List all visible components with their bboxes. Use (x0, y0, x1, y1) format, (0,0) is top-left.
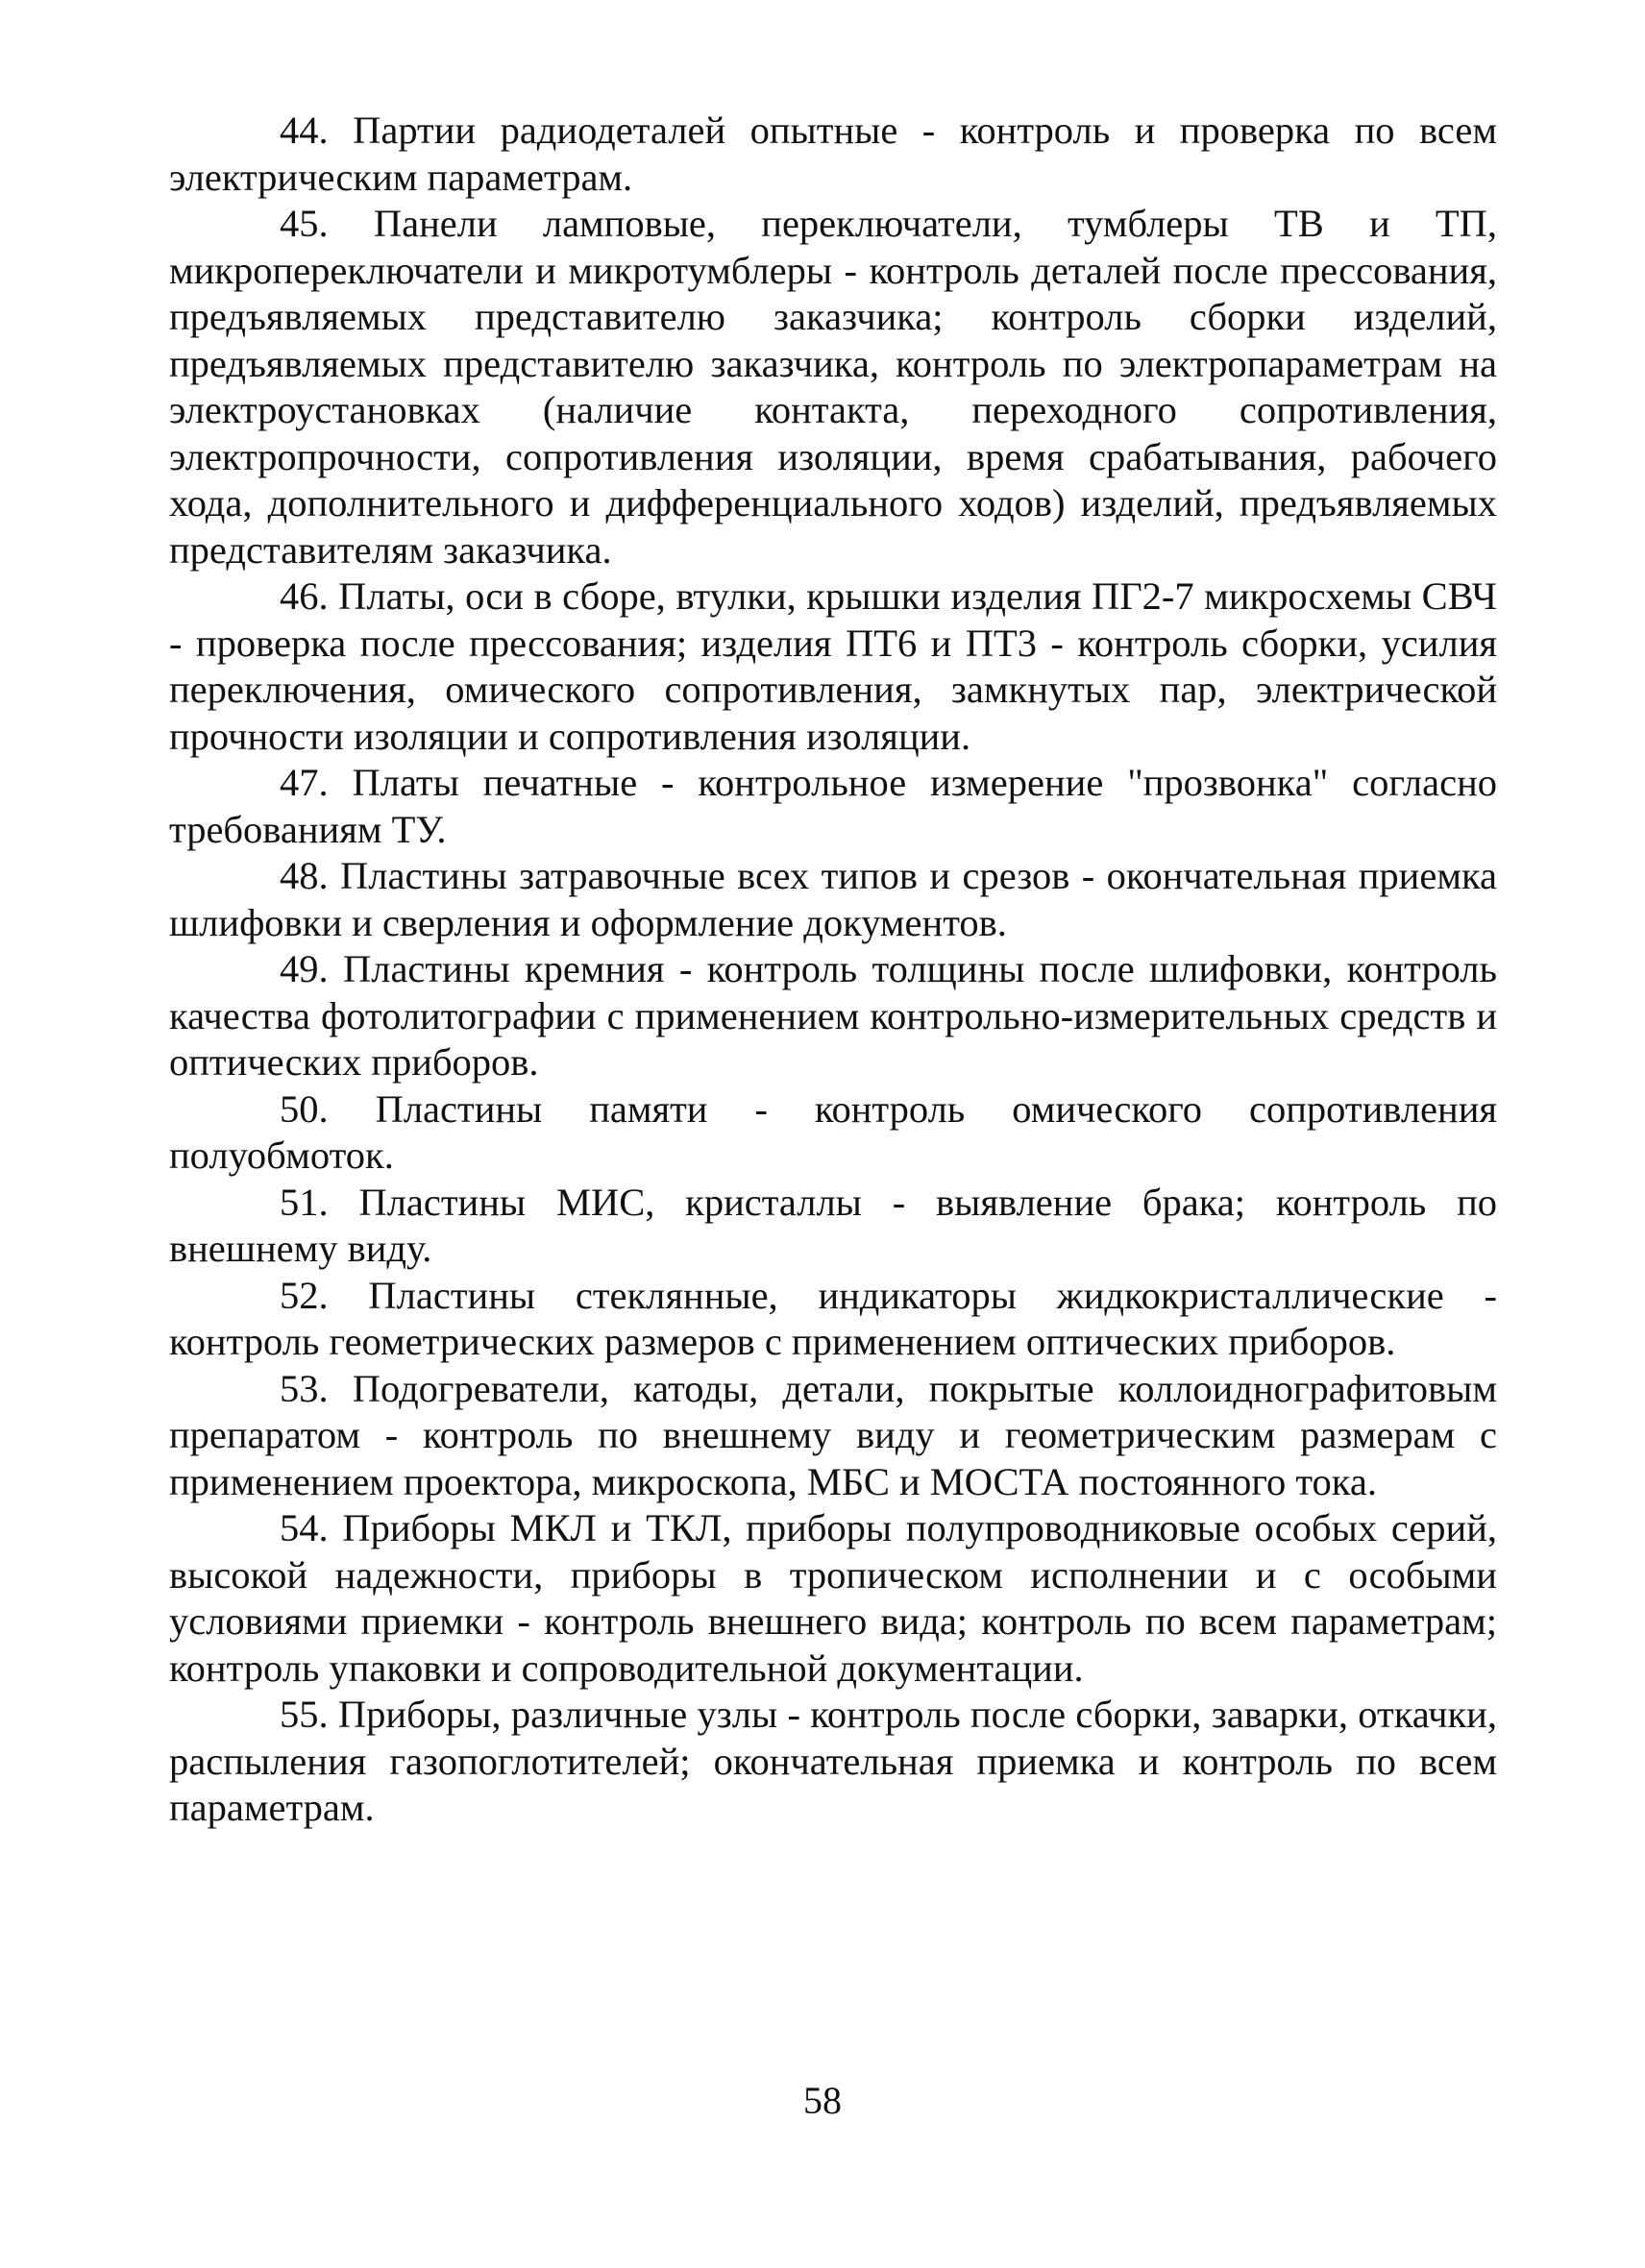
paragraph-45: 45. Панели ламповые, переключатели, тумблеры ТВ и ТП, микропереключатели и микротумблеры - контроль деталей после прессования, предъявляемых представителю заказчика; контроль сборки изделий, предъявляемых представителю заказчика, контроль по электропараметрам на электроустановках (наличие контакта, переходного сопротивления, электропрочности, сопротивления изоляции, время срабатывания, рабочего хода, дополнительного и дифференциального ходов) изделий, предъявляемых представителям заказчика. (169, 202, 1497, 572)
paragraph-49: 49. Пластины кремния - контроль толщины после шлифовки, контроль качества фотолитографии с применением контрольно-измерительных средств и оптических приборов. (169, 947, 1497, 1084)
page-number: 58 (803, 2079, 842, 2122)
paragraph-46: 46. Платы, оси в сборе, втулки, крышки изделия ПГ2-7 микросхемы СВЧ - проверка после прессования; изделия ПТ6 и ПТ3 - контроль сборки, усилия переключения, омического сопротивления, замкнутых пар, электрической прочности изоляции и сопротивления изоляции. (169, 574, 1497, 758)
paragraph-54: 54. Приборы МКЛ и ТКЛ, приборы полупроводниковые особых серий, высокой надежности, приборы в тропическом исполнении и с особыми условиями приемки - контроль внешнего вида; контроль по всем параметрам; контроль упаковки и сопроводительной документации. (169, 1506, 1497, 1690)
page-body (169, 108, 1497, 1832)
paragraph-47: 47. Платы печатные - контрольное измерение "прозвонка" согласно требованиям ТУ. (169, 761, 1497, 851)
paragraph-50: 50. Пластины памяти - контроль омического сопротивления полуобмоток. (169, 1086, 1497, 1177)
paragraph-44: 44. Партии радиодеталей опытные - контроль и проверка по всем электрическим параметрам. (169, 109, 1497, 199)
paragraph-55: 55. Приборы, различные узлы - контроль после сборки, заварки, откачки, распыления газопоглотителей; окончательная приемка и контроль по всем параметрам. (169, 1693, 1497, 1829)
paragraph-51: 51. Пластины МИС, кристаллы - выявление брака; контроль по внешнему виду. (169, 1180, 1497, 1270)
paragraph-52: 52. Пластины стеклянные, индикаторы жидкокристаллические - контроль геометрических размеров с применением оптических приборов. (169, 1273, 1497, 1363)
paragraph-53: 53. Подогреватели, катоды, детали, покрытые коллоиднографитовым препаратом - контроль по внешнему виду и геометрическим размерам с применением проектора, микроскопа, МБС и МОСТА постоянного тока. (169, 1366, 1497, 1503)
paragraph-48: 48. Пластины затравочные всех типов и срезов - окончательная приемка шлифовки и сверления и оформление документов. (169, 854, 1497, 944)
